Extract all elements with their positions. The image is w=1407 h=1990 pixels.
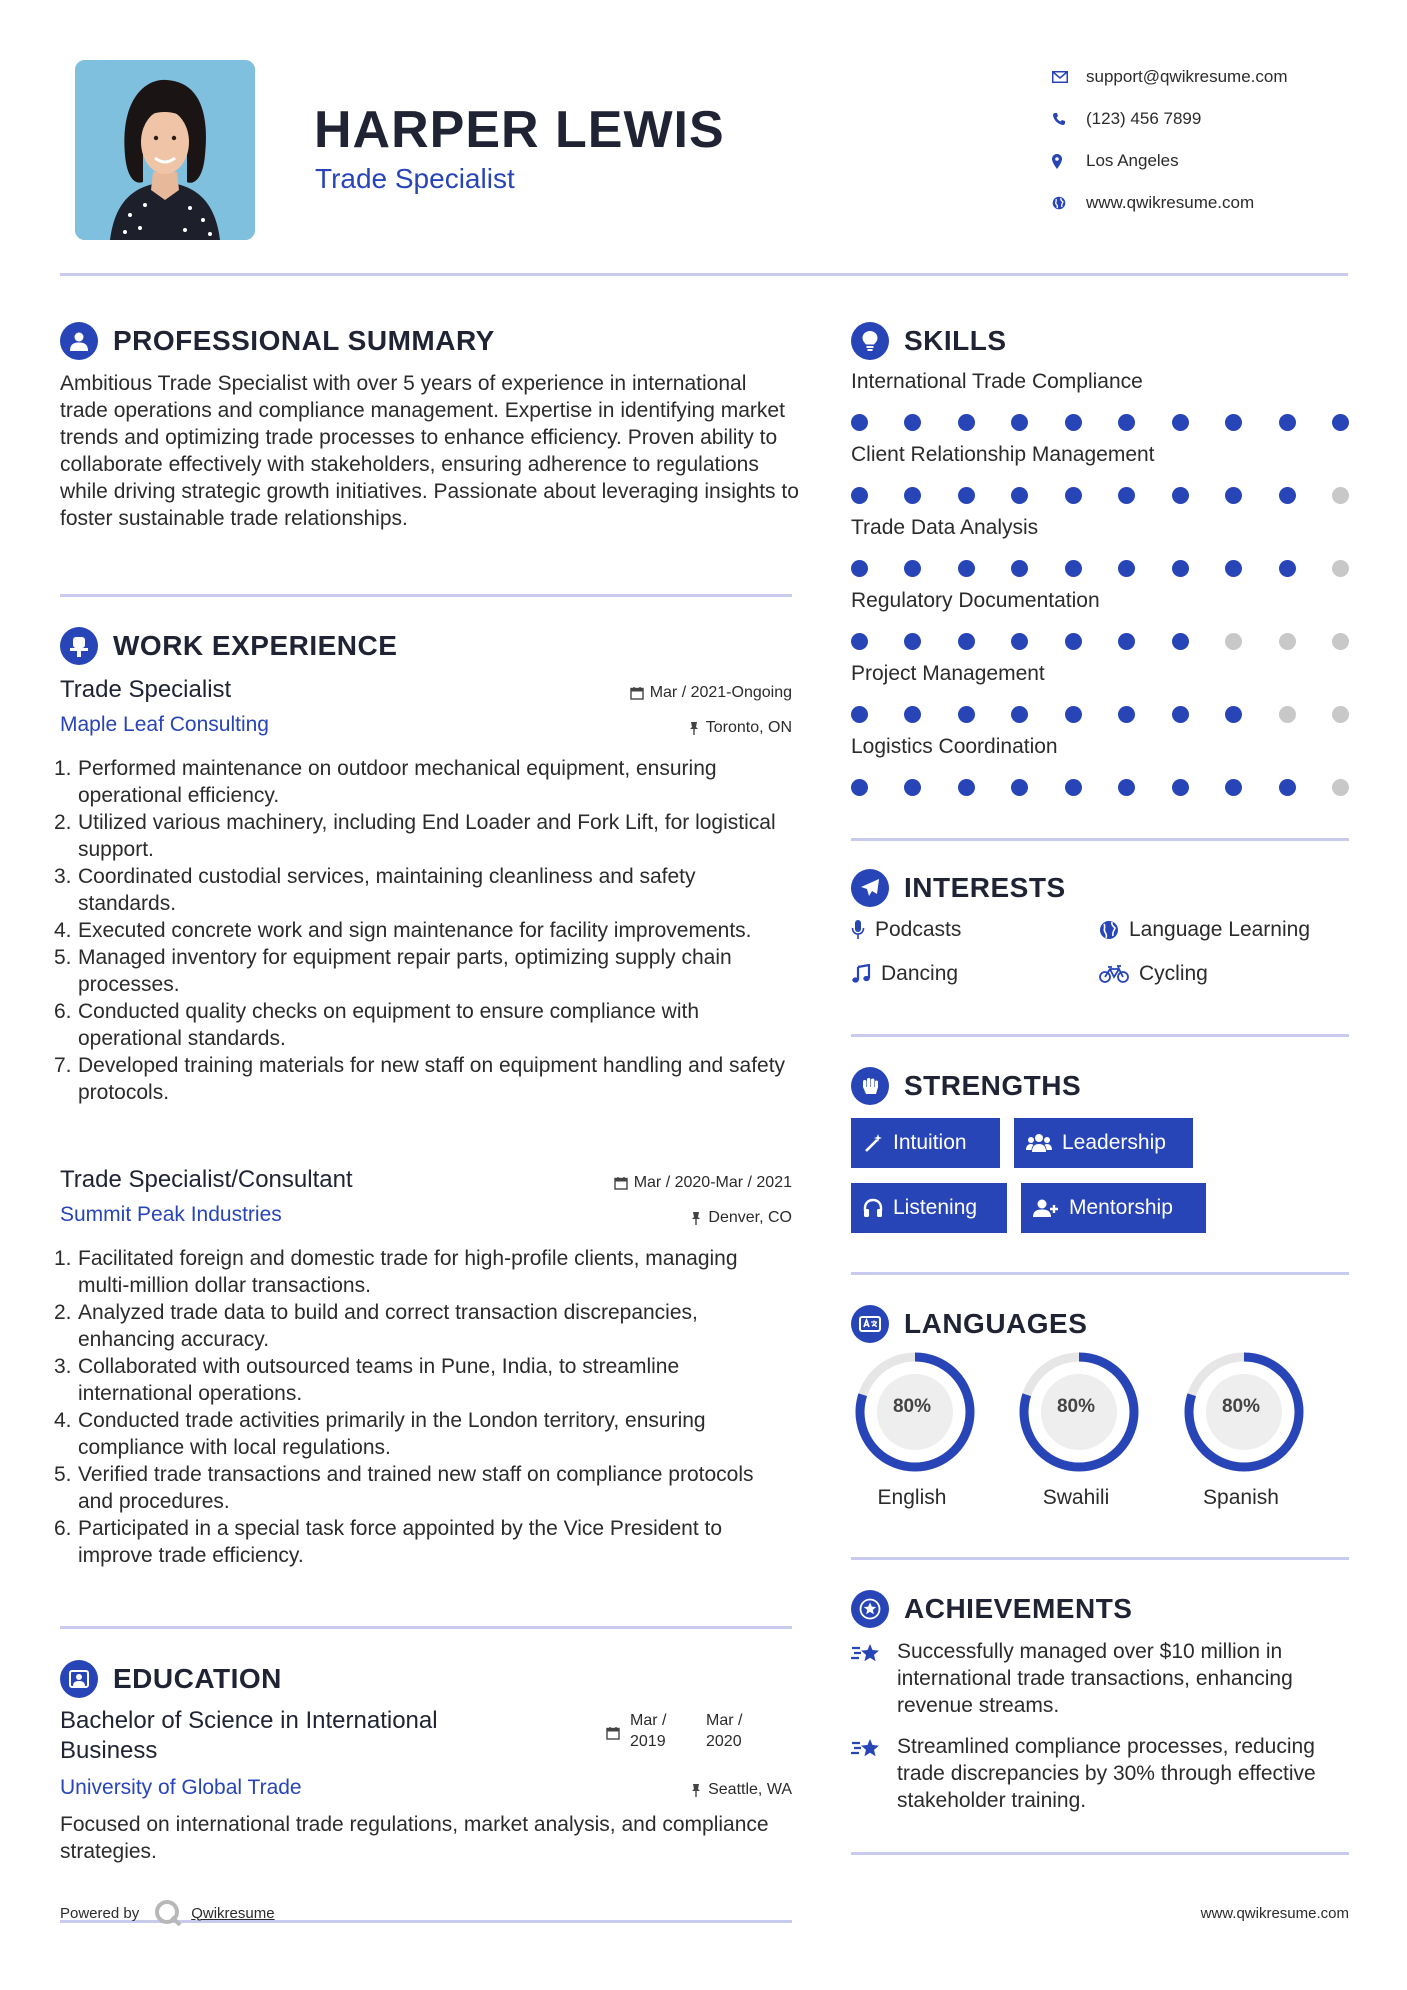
education-start: Mar / 2019 <box>630 1712 667 1750</box>
skill-rating <box>851 414 1349 431</box>
skill-dot-filled <box>1011 560 1028 577</box>
skill-dot-filled <box>958 414 975 431</box>
skill-dot-filled <box>1225 487 1242 504</box>
skill-dot-filled <box>1065 706 1082 723</box>
skill-name: Regulatory Documentation <box>851 589 1100 612</box>
skill-item <box>851 735 1351 796</box>
skill-dot-filled <box>1065 487 1082 504</box>
list-item: 3. Coordinated custodial services, maintaining cleanliness and safety standards. <box>54 865 696 915</box>
skill-dot-filled <box>851 560 868 577</box>
skill-dot-filled <box>958 633 975 650</box>
skill-dot-filled <box>904 706 921 723</box>
skill-name: International Trade Compliance <box>851 370 1143 393</box>
job-entry-2 <box>54 1164 792 1584</box>
lightbulb-icon <box>851 322 889 360</box>
list-item: 4. Conducted trade activities primarily in the London territory, ensuring compliance with local regulations. <box>54 1409 706 1459</box>
skill-dot-filled <box>1065 779 1082 796</box>
header-divider <box>60 273 1348 276</box>
shooting-star-icon <box>851 1638 897 1719</box>
list-item: 2. Analyzed trade data to build and correct transaction discrepancies, enhancing accuracy. <box>54 1301 698 1351</box>
job-dates <box>630 684 792 702</box>
interest-item <box>1099 918 1310 942</box>
footer-website[interactable]: www.qwikresume.com <box>1200 1905 1349 1922</box>
interests-title: INTERESTS <box>904 872 1066 903</box>
skill-dot-filled <box>1225 414 1242 431</box>
interest-item <box>1099 962 1208 986</box>
skill-dot-filled <box>851 779 868 796</box>
skills-divider <box>851 838 1349 841</box>
headphones-icon <box>863 1198 883 1218</box>
skill-dot-empty <box>1332 487 1349 504</box>
education-location-text: Seattle, WA <box>708 1781 792 1798</box>
skill-dot-filled <box>1332 414 1349 431</box>
education-title: EDUCATION <box>113 1663 282 1694</box>
skill-dot-filled <box>1279 779 1296 796</box>
briefcase-icon <box>60 627 98 665</box>
skill-dot-filled <box>1118 633 1135 650</box>
skill-dot-filled <box>1065 560 1082 577</box>
job-company: Summit Peak Industries <box>60 1203 282 1226</box>
skill-dot-filled <box>1118 779 1135 796</box>
skill-dot-filled <box>1279 487 1296 504</box>
language-item <box>1014 1350 1144 1510</box>
candidate-name: HARPER LEWIS <box>314 101 725 159</box>
achievement-text: Streamlined compliance processes, reducing trade discrepancies by 30% through effective stakeholder training. <box>897 1735 1316 1812</box>
degree-line-2: Business <box>60 1737 158 1764</box>
qwikresume-logo-icon <box>153 1898 183 1928</box>
language-item <box>1179 1350 1309 1510</box>
graduate-icon <box>60 1660 98 1698</box>
skill-dot-filled <box>1225 560 1242 577</box>
powered-by-label: Powered by <box>60 1904 140 1922</box>
skill-dot-filled <box>1011 487 1028 504</box>
language-percent: 80% <box>1221 1396 1261 1417</box>
job-duties-list <box>54 755 792 1106</box>
calendar-icon <box>630 686 644 700</box>
skills-heading <box>851 322 1007 360</box>
work-divider <box>60 1626 792 1629</box>
skill-rating <box>851 487 1349 504</box>
skill-dot-filled <box>1172 414 1189 431</box>
strength-tag <box>851 1118 1000 1168</box>
contact-block <box>1050 56 1380 224</box>
strength-tag <box>1014 1118 1193 1168</box>
skill-rating <box>851 633 1349 650</box>
list-item: 3. Collaborated with outsourced teams in Pune, India, to streamline international operations. <box>54 1355 680 1405</box>
skill-item <box>851 662 1351 723</box>
education-end: Mar / 2020 <box>706 1712 743 1750</box>
interest-item <box>851 918 961 942</box>
pushpin-icon <box>690 1211 702 1225</box>
degree-title <box>60 1706 438 1766</box>
list-item: 1. Facilitated foreign and domestic trade for high-profile clients, managing multi-million dollar transactions. <box>54 1247 738 1297</box>
skill-name: Client Relationship Management <box>851 443 1155 466</box>
language-percent: 80% <box>892 1396 932 1417</box>
skill-dot-empty <box>1332 633 1349 650</box>
skill-dot-filled <box>1011 414 1028 431</box>
skill-dot-filled <box>958 560 975 577</box>
skill-item <box>851 443 1351 504</box>
calendar-icon <box>614 1176 628 1190</box>
job-location-text: Denver, CO <box>708 1209 792 1226</box>
achievement-item <box>851 1733 1351 1814</box>
skill-dot-filled <box>1172 779 1189 796</box>
achievements-heading <box>851 1590 1132 1628</box>
languages-title: LANGUAGES <box>904 1308 1088 1339</box>
skill-dot-filled <box>1225 779 1242 796</box>
skill-dot-filled <box>1225 706 1242 723</box>
skill-dot-filled <box>1172 706 1189 723</box>
globe-icon <box>1099 920 1119 940</box>
job-title: Trade Specialist <box>60 676 232 703</box>
skill-dot-filled <box>851 706 868 723</box>
skill-dot-filled <box>851 487 868 504</box>
interest-label: Cycling <box>1139 962 1208 985</box>
education-location <box>690 1781 792 1799</box>
job-entry-1 <box>54 674 792 1134</box>
skill-rating <box>851 779 1349 796</box>
skill-dot-filled <box>958 779 975 796</box>
list-item: 4. Executed concrete work and sign maintenance for facility improvements. <box>54 919 752 942</box>
contact-website[interactable] <box>1050 182 1380 224</box>
skill-dot-filled <box>1118 414 1135 431</box>
skill-name: Trade Data Analysis <box>851 516 1039 539</box>
skill-dot-filled <box>958 487 975 504</box>
magic-wand-icon <box>863 1133 883 1153</box>
summary-title: PROFESSIONAL SUMMARY <box>113 325 495 356</box>
interest-label: Language Learning <box>1129 918 1311 941</box>
candidate-role: Trade Specialist <box>315 163 515 194</box>
skill-dot-filled <box>1065 633 1082 650</box>
skill-dot-empty <box>1332 779 1349 796</box>
skill-dot-filled <box>1172 633 1189 650</box>
job-title: Trade Specialist/Consultant <box>60 1166 353 1193</box>
skill-dot-filled <box>958 706 975 723</box>
skill-dot-filled <box>1118 487 1135 504</box>
skill-dot-empty <box>1279 633 1296 650</box>
language-name: Swahili <box>1042 1486 1110 1509</box>
education-description: Focused on international trade regulations, market analysis, and compliance strategies. <box>60 1813 769 1863</box>
skill-dot-filled <box>904 414 921 431</box>
email-text: support@qwikresume.com <box>1086 67 1288 86</box>
interest-item <box>851 962 958 986</box>
list-item: 5. Verified trade transactions and trained new staff on compliance protocols and procedures. <box>54 1463 754 1513</box>
interest-label: Podcasts <box>875 918 962 941</box>
skill-rating <box>851 560 1349 577</box>
shooting-star-icon <box>851 1733 897 1814</box>
language-item <box>850 1350 980 1510</box>
language-name: English <box>877 1486 947 1509</box>
work-title: WORK EXPERIENCE <box>113 630 398 661</box>
job-dates-text: Mar / 2021-Ongoing <box>649 684 792 701</box>
location-text: Los Angeles <box>1086 151 1179 170</box>
skill-dot-filled <box>1172 487 1189 504</box>
job-location <box>688 719 792 737</box>
summary-heading <box>60 322 495 360</box>
pushpin-icon <box>688 721 700 735</box>
skill-dot-empty <box>1279 706 1296 723</box>
skill-dot-filled <box>1011 779 1028 796</box>
skill-item <box>851 589 1351 650</box>
skill-dot-filled <box>904 560 921 577</box>
contact-email[interactable] <box>1050 56 1380 98</box>
strength-tag <box>851 1183 1007 1233</box>
job-dates <box>614 1174 792 1192</box>
powered-by[interactable] <box>60 1898 275 1928</box>
strength-label: Leadership <box>1062 1131 1166 1154</box>
strengths-divider <box>851 1272 1349 1275</box>
skill-dot-filled <box>1011 633 1028 650</box>
list-item: 6. Conducted quality checks on equipment to ensure compliance with operational standards. <box>54 1000 700 1050</box>
job-location-text: Toronto, ON <box>705 719 792 736</box>
fist-icon <box>851 1067 889 1105</box>
summary-divider <box>60 594 792 597</box>
strength-label: Mentorship <box>1069 1196 1173 1219</box>
profile-photo <box>75 60 255 240</box>
music-note-icon <box>851 964 871 984</box>
skill-dot-filled <box>851 633 868 650</box>
list-item: 1. Performed maintenance on outdoor mechanical equipment, ensuring operational efficiency. <box>54 757 717 807</box>
language-name: Spanish <box>1203 1486 1279 1509</box>
contact-phone[interactable] <box>1050 98 1380 140</box>
user-plus-icon <box>1033 1198 1059 1218</box>
job-duties-list <box>54 1245 792 1569</box>
skill-dot-filled <box>1118 560 1135 577</box>
users-icon <box>1026 1133 1052 1153</box>
microphone-icon <box>851 919 865 941</box>
skill-dot-filled <box>1279 414 1296 431</box>
map-pin-icon <box>1050 154 1086 169</box>
brand-link[interactable]: Qwikresume <box>191 1904 275 1922</box>
skill-dot-empty <box>1332 706 1349 723</box>
skill-name: Logistics Coordination <box>851 735 1058 758</box>
strength-tag <box>1021 1183 1206 1233</box>
pushpin-icon <box>690 1783 702 1797</box>
interests-divider <box>851 1034 1349 1037</box>
interests-heading <box>851 869 1066 907</box>
achievement-text: Successfully managed over $10 million in international trade transactions, enhancing revenue streams. <box>897 1640 1293 1717</box>
skill-dot-filled <box>851 414 868 431</box>
globe-icon <box>1050 196 1086 210</box>
degree-line-1: Bachelor of Science in International <box>60 1707 438 1734</box>
achievements-title: ACHIEVEMENTS <box>904 1593 1133 1624</box>
contact-location <box>1050 140 1380 182</box>
bicycle-icon <box>1099 964 1129 984</box>
school-name: University of Global Trade <box>60 1776 302 1799</box>
skill-rating <box>851 706 1349 723</box>
summary-text: Ambitious Trade Specialist with over 5 years of experience in international trade operations and compliance management. Expertise in identifying market trends and optimizing trade processes to enhance efficiency. Proven ability to collaborate effectively with stakeholders, ensuring adherence to regulations while driving strategic growth initiatives. Passionate about leveraging insights to foster sustainable trade relationships. <box>60 372 799 530</box>
strengths-heading <box>851 1067 1081 1105</box>
education-heading <box>60 1660 282 1698</box>
phone-text: (123) 456 7899 <box>1086 109 1202 128</box>
languages-divider <box>851 1557 1349 1560</box>
paper-plane-icon <box>851 869 889 907</box>
skill-item <box>851 370 1351 431</box>
skill-dot-filled <box>1011 706 1028 723</box>
skill-item <box>851 516 1351 577</box>
interest-label: Dancing <box>881 962 959 985</box>
envelope-icon <box>1050 71 1086 83</box>
list-item: 2. Utilized various machinery, including End Loader and Fork Lift, for logistical support. <box>54 811 776 861</box>
job-company: Maple Leaf Consulting <box>60 713 269 736</box>
skill-name: Project Management <box>851 662 1045 685</box>
list-item: 7. Developed training materials for new staff on equipment handling and safety protocols. <box>54 1054 786 1104</box>
skill-dot-empty <box>1225 633 1242 650</box>
education-dates <box>602 1710 792 1756</box>
star-badge-icon <box>851 1590 889 1628</box>
user-icon <box>60 322 98 360</box>
job-location <box>690 1209 792 1227</box>
skills-title: SKILLS <box>904 325 1007 356</box>
calendar-icon <box>606 1726 620 1740</box>
strength-label: Listening <box>893 1196 978 1219</box>
skill-dot-empty <box>1332 560 1349 577</box>
skill-dot-filled <box>904 633 921 650</box>
education-entry <box>60 1706 792 1876</box>
languages-heading <box>851 1305 1087 1343</box>
language-icon <box>851 1305 889 1343</box>
skill-dot-filled <box>904 487 921 504</box>
achievements-divider <box>851 1852 1349 1855</box>
phone-icon <box>1050 112 1086 126</box>
website-text: www.qwikresume.com <box>1086 193 1255 212</box>
skill-dot-filled <box>1172 560 1189 577</box>
achievement-item <box>851 1638 1351 1719</box>
skill-dot-filled <box>1279 560 1296 577</box>
skill-dot-filled <box>1065 414 1082 431</box>
work-heading <box>60 627 397 665</box>
strength-label: Intuition <box>893 1131 967 1154</box>
skill-dot-filled <box>904 779 921 796</box>
job-dates-text: Mar / 2020-Mar / 2021 <box>633 1174 792 1191</box>
strengths-title: STRENGTHS <box>904 1070 1082 1101</box>
skill-dot-filled <box>1118 706 1135 723</box>
language-percent: 80% <box>1056 1396 1096 1417</box>
list-item: 6. Participated in a special task force appointed by the Vice President to improve trade efficiency. <box>54 1517 722 1567</box>
list-item: 5. Managed inventory for equipment repair parts, optimizing supply chain processes. <box>54 946 732 996</box>
